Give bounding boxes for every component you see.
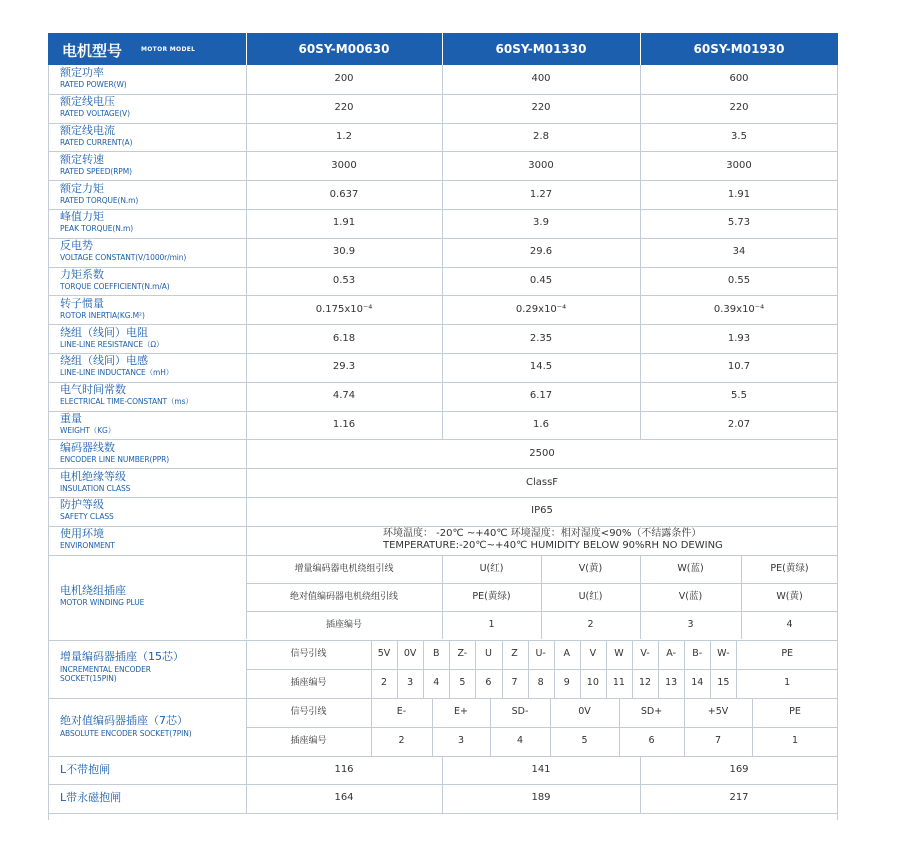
row-divider	[48, 756, 838, 757]
table-cell: 1.6	[533, 419, 549, 430]
table-cell: 15	[717, 677, 730, 688]
table-cell: V(黄)	[578, 562, 603, 574]
spec-label-en: ROTOR INERTIA(KG.M²)	[60, 310, 145, 320]
column-divider	[442, 382, 443, 411]
table-cell: 5V	[377, 648, 391, 659]
sub-row-label: 插座编号	[325, 620, 362, 631]
spec-label-cn: 额定线电流	[60, 124, 115, 137]
column-divider	[442, 784, 443, 813]
table-cell: B	[432, 648, 440, 659]
table-cell: V	[589, 648, 597, 659]
column-divider	[442, 555, 443, 583]
table-cell: 220	[729, 102, 749, 114]
table-cell: 3	[687, 619, 694, 631]
table-cell: 400	[531, 73, 551, 85]
column-divider	[640, 267, 641, 296]
spec-label-cn: L带永磁抱闸	[60, 791, 122, 805]
table-cell: 141	[531, 763, 551, 775]
spec-label-en: RATED POWER(W)	[60, 80, 127, 90]
spec-label-cn: 绝对值编码器插座（7芯）	[60, 713, 188, 727]
spec-label-en: LINE-LINE RESISTANCE（Ω）	[60, 339, 164, 349]
column-divider	[640, 611, 641, 639]
spec-label-en: ENCODER LINE NUMBER(PPR)	[60, 454, 170, 464]
model-name: 60SY-M01330	[495, 42, 587, 56]
table-cell: 9	[563, 677, 570, 688]
table-cell: 10.7	[727, 361, 751, 373]
row-divider	[246, 727, 838, 728]
spec-label-en: LINE-LINE INDUCTANCE（mH）	[60, 368, 174, 378]
spec-label-en: RATED VOLTAGE(V)	[60, 109, 130, 119]
spec-label-cn: 额定力矩	[60, 181, 104, 195]
environment-line-cn: 环境温度： -20℃ ~+40℃ 环境湿度：相对湿度<90%（不结露条件）	[383, 527, 702, 539]
table-cell: 1.91	[332, 217, 356, 229]
table-cell: 1	[791, 735, 799, 746]
table-cell: 1.91	[727, 188, 751, 200]
spec-label-en: WEIGHT（KG）	[60, 426, 116, 435]
table-cell: 5.73	[727, 217, 751, 229]
spec-label-cn: 增量编码器插座（15芯）	[60, 649, 184, 663]
column-divider	[442, 411, 443, 440]
table-cell: 217	[729, 792, 749, 804]
spec-label-en: ENVIRONMENT	[60, 541, 115, 551]
table-cell: E+	[454, 706, 468, 717]
column-divider	[640, 123, 641, 152]
table-cell: 5	[581, 735, 588, 746]
column-divider	[640, 94, 641, 123]
row-divider	[48, 382, 838, 383]
table-cell: 0.55	[727, 275, 751, 286]
model-name: 60SY-M00630	[298, 42, 390, 56]
column-divider	[541, 583, 542, 611]
row-divider	[48, 238, 838, 239]
spec-label-en: TORQUE COEFFICIENT(N.m/A)	[60, 282, 170, 291]
table-cell: 11	[612, 677, 625, 688]
table-cell: 0.45	[529, 275, 553, 286]
table-cell: 2.35	[529, 332, 553, 344]
table-cell: 3000	[331, 159, 357, 171]
column-divider	[640, 295, 641, 324]
row-divider	[48, 123, 838, 124]
table-cell: SD+	[640, 706, 663, 717]
column-divider	[541, 611, 542, 639]
column-divider	[640, 756, 641, 785]
table-cell: W	[614, 648, 624, 659]
table-cell: 0.39x10⁻⁴	[713, 303, 765, 315]
row-divider	[48, 439, 838, 440]
row-divider	[48, 640, 838, 641]
table-cell: 6.17	[529, 390, 553, 402]
column-divider	[246, 151, 247, 180]
table-cell: 10	[586, 677, 599, 688]
column-divider	[541, 555, 542, 583]
table-cell: 6	[648, 735, 655, 746]
table-cell: 12	[639, 677, 652, 688]
table-cell: 169	[729, 763, 749, 775]
table-cell: 30.9	[332, 246, 356, 258]
table-cell: PE(黄绿)	[472, 591, 511, 603]
row-divider	[48, 411, 838, 412]
table-cell: 8	[537, 677, 544, 688]
column-divider	[246, 411, 247, 440]
table-cell: 34	[732, 246, 746, 258]
table-cell: A-	[666, 648, 676, 659]
table-cell: 14.5	[529, 361, 553, 373]
column-divider	[442, 324, 443, 353]
table-cell: 3000	[528, 159, 554, 171]
spec-label-cn: 绕组（线间）电阻	[60, 325, 148, 339]
spec-label-cn: 额定功率	[60, 66, 104, 80]
table-cell: 3.9	[533, 217, 549, 229]
spec-label-en: VOLTAGE CONSTANT(V/1000r/min)	[60, 253, 187, 263]
spec-label-en: ELECTRICAL TIME-CONSTANT（ms）	[60, 397, 193, 407]
table-cell: 5.5	[731, 390, 747, 402]
table-cell: 0.637	[329, 188, 359, 200]
row-divider	[48, 353, 838, 354]
table-cell: U(红)	[578, 591, 603, 603]
column-divider	[442, 151, 443, 180]
table-cell: 0V	[578, 706, 591, 717]
column-divider	[246, 94, 247, 123]
table-cell: Z-	[457, 648, 468, 659]
spec-label-en: MOTOR WINDING PLUE	[60, 598, 145, 608]
spec-label-en: SOCKET(15PIN)	[60, 673, 117, 683]
column-divider	[246, 468, 247, 497]
column-divider	[741, 611, 742, 639]
column-divider	[442, 123, 443, 152]
column-divider	[442, 209, 443, 238]
column-divider	[246, 324, 247, 353]
table-cell: 116	[334, 763, 354, 775]
spec-label-cn: 使用环境	[60, 527, 104, 541]
spec-label-en: PEAK TORQUE(N.m)	[60, 224, 134, 234]
table-cell: ClassF	[525, 476, 559, 488]
spec-label-cn: 电机绕组插座	[60, 584, 126, 598]
column-divider	[741, 583, 742, 611]
spec-label-en: RATED TORQUE(N.m)	[60, 195, 139, 205]
spec-label-en: RATED SPEED(RPM)	[60, 166, 132, 176]
column-divider	[640, 784, 641, 813]
column-divider	[442, 267, 443, 296]
table-cell: W-	[717, 648, 730, 659]
sub-row-label: 增量编码器电机绕组引线	[294, 563, 394, 574]
environment-line-en: TEMPERATURE:-20℃~+40℃ HUMIDITY BELOW 90%RH NO DEWING	[383, 539, 723, 551]
table-cell: 14	[691, 677, 704, 688]
spec-label-cn: 额定转速	[60, 152, 104, 166]
column-divider	[640, 382, 641, 411]
table-cell: E-	[396, 706, 407, 717]
column-divider	[246, 65, 247, 94]
row-divider	[246, 611, 838, 612]
sub-row-label: 绝对值编码器电机绕组引线	[289, 592, 398, 603]
spec-label-en: INSULATION CLASS	[60, 483, 131, 493]
column-divider	[741, 555, 742, 583]
column-divider	[246, 784, 247, 813]
table-cell: IP65	[531, 505, 553, 517]
table-cell: 2.07	[727, 419, 751, 430]
table-cell: 6.18	[332, 332, 356, 344]
spec-label-cn: 编码器线数	[60, 440, 115, 454]
row-divider	[48, 813, 838, 814]
table-cell: Z	[511, 648, 518, 659]
table-cell: V-	[640, 648, 650, 659]
row-divider	[246, 669, 838, 670]
column-divider	[246, 353, 247, 382]
table-cell: 4	[516, 735, 524, 746]
spec-label-cn: 电气时间常数	[60, 383, 126, 397]
column-divider	[442, 238, 443, 267]
spec-label-en: RATED CURRENT(A)	[60, 138, 133, 147]
table-cell: 1.93	[727, 332, 751, 344]
table-cell: W(黄)	[776, 591, 803, 603]
table-cell: 2	[587, 619, 594, 631]
row-divider	[48, 497, 838, 498]
column-divider	[640, 324, 641, 353]
sub-row-label: 信号引线	[290, 706, 327, 717]
column-divider	[640, 151, 641, 180]
table-cell: 1.27	[529, 188, 553, 200]
row-divider	[48, 209, 838, 210]
spec-label-cn: 重量	[60, 412, 82, 425]
spec-label-en: INCREMENTAL ENCODER	[60, 664, 151, 674]
table-cell: PE(黄绿)	[770, 562, 809, 574]
table-cell: 1.16	[332, 419, 356, 430]
column-divider	[246, 267, 247, 296]
table-cell: 13	[665, 677, 678, 688]
column-divider	[442, 180, 443, 209]
row-divider	[48, 555, 838, 556]
table-cell: 3.5	[731, 131, 747, 142]
row-divider	[48, 295, 838, 296]
column-divider	[246, 497, 247, 526]
row-divider	[48, 180, 838, 181]
column-divider	[640, 209, 641, 238]
table-cell: V(蓝)	[678, 591, 703, 603]
table-cell: SD-	[511, 706, 529, 717]
column-divider	[246, 295, 247, 324]
row-divider	[48, 151, 838, 152]
row-divider	[48, 784, 838, 785]
table-cell: 0.29x10⁻⁴	[515, 303, 567, 315]
table-cell: A	[563, 648, 570, 659]
header-subtitle: MOTOR MODEL	[141, 46, 196, 53]
spec-label-cn: 峰值力矩	[60, 210, 104, 224]
column-divider	[48, 65, 49, 820]
table-cell: PE	[781, 648, 794, 659]
column-divider	[246, 123, 247, 152]
spec-label-cn: 力矩系数	[60, 268, 104, 281]
column-divider	[246, 209, 247, 238]
table-cell: 29.6	[529, 246, 553, 258]
table-cell: 2500	[529, 447, 555, 459]
table-cell: U-	[535, 648, 546, 659]
table-cell: 220	[334, 102, 354, 114]
row-divider	[48, 94, 838, 95]
column-divider	[640, 411, 641, 440]
table-cell: U(红)	[479, 562, 504, 574]
table-cell: 2	[398, 735, 405, 746]
table-cell: 4.74	[332, 390, 356, 402]
table-cell: 4	[433, 677, 440, 688]
column-divider	[442, 94, 443, 123]
table-cell: 0V	[403, 648, 417, 659]
column-divider	[442, 611, 443, 639]
column-divider	[442, 756, 443, 785]
table-cell: 29.3	[332, 361, 356, 373]
table-cell: 3	[457, 735, 465, 746]
column-divider	[246, 526, 247, 555]
row-divider	[48, 468, 838, 469]
sub-row-label: 插座编号	[290, 677, 327, 688]
column-divider	[640, 555, 641, 583]
spec-label-en: ABSOLUTE ENCODER SOCKET(7PIN)	[60, 728, 192, 738]
table-cell: 220	[531, 102, 551, 114]
table-cell: PE	[789, 706, 801, 717]
header-title: 电机型号	[62, 42, 123, 60]
column-divider	[442, 65, 443, 94]
table-cell: 200	[334, 73, 354, 85]
table-cell: 3000	[726, 159, 752, 171]
table-cell: 1	[488, 619, 495, 631]
column-divider	[640, 65, 641, 94]
table-cell: U	[484, 648, 492, 659]
column-divider	[246, 439, 247, 468]
column-divider	[442, 295, 443, 324]
table-cell: 5	[459, 677, 466, 688]
table-cell: 3	[407, 677, 414, 688]
table-cell: W(蓝)	[677, 562, 704, 574]
table-cell: 0.175x10⁻⁴	[315, 303, 373, 315]
spec-label-cn: 额定线电压	[60, 95, 115, 109]
column-divider	[246, 180, 247, 209]
table-cell: 1.2	[336, 131, 352, 142]
spec-label-cn: 电机绝缘等级	[60, 469, 126, 483]
spec-label-cn: 转子惯量	[60, 296, 104, 310]
table-cell: 7	[511, 677, 518, 688]
column-divider	[246, 756, 247, 785]
sub-row-label: 插座编号	[290, 735, 327, 746]
spec-label-cn: L不带抱闸	[60, 762, 111, 776]
spec-label-cn: 绕组（线间）电感	[60, 354, 148, 368]
column-divider	[442, 583, 443, 611]
column-divider	[640, 583, 641, 611]
row-divider	[48, 698, 838, 699]
table-cell: 600	[729, 73, 749, 85]
model-name: 60SY-M01930	[693, 42, 785, 56]
column-divider	[640, 353, 641, 382]
spec-label-cn: 反电势	[60, 239, 93, 253]
table-cell: 2.8	[533, 131, 549, 142]
spec-label-en: SAFETY CLASS	[60, 512, 114, 522]
spec-label-cn: 防护等级	[60, 498, 104, 512]
table-cell: 1	[784, 677, 791, 688]
table-cell: +5V	[707, 706, 729, 717]
sub-row-label: 信号引线	[290, 648, 327, 659]
table-cell: B-	[692, 648, 703, 659]
table-cell: 6	[485, 677, 492, 688]
column-divider	[246, 238, 247, 267]
table-cell: 2	[381, 677, 388, 688]
row-divider	[48, 324, 838, 325]
table-cell: 4	[786, 619, 793, 631]
column-divider	[640, 238, 641, 267]
motor-spec-table	[48, 33, 838, 820]
row-divider	[48, 267, 838, 268]
row-divider	[246, 583, 838, 584]
column-divider	[246, 382, 247, 411]
column-divider	[640, 180, 641, 209]
table-cell: 7	[714, 735, 722, 746]
table-cell: 189	[531, 792, 551, 804]
table-cell: 164	[334, 792, 354, 804]
table-cell: 0.53	[332, 275, 356, 286]
column-divider	[442, 353, 443, 382]
